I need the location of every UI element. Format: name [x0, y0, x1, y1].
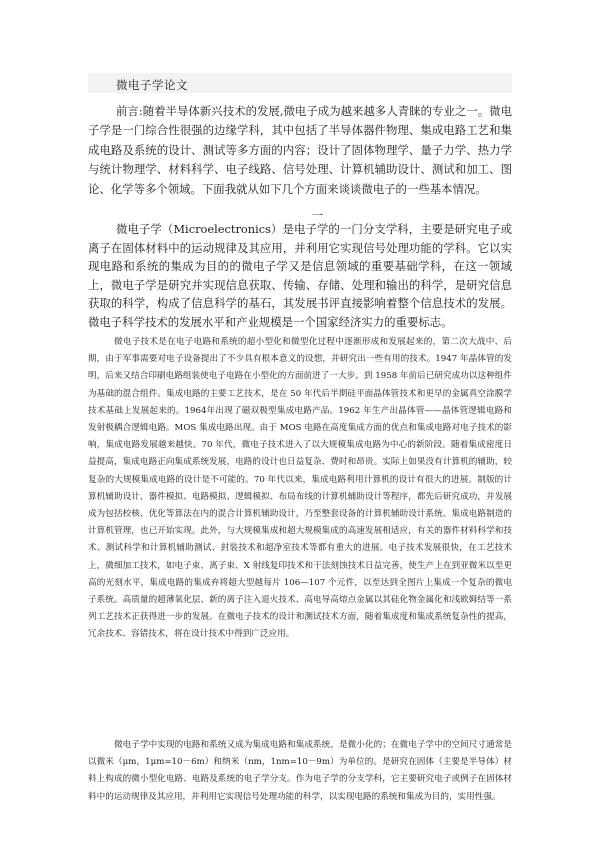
history-paragraph: 微电子技术是在电子电路和系统的超小型化和微型化过程中逐渐形成和发展起来的，第二次大战中、后期，由于军事需要对电子设备提出了不少具有根本意义的设想，并研究出一些有用的技术。1947 年晶体管的发明，后来又结合印刷电路组装使电子电路在小型化的方面前进了一大步。到 1958 年前后已研究成功以这种组件为基础的混合组件。集成电路的主要工艺技术，是在 50 年代后半期硅平面晶体管技术和更早的金属真空涂膜学技术基础上发展起来的。1964年出现了磁双极型集成电路产品。1962 年生产出晶体管——晶体管逻辑电路和发射极耦合逻辑电路。MOS 集成电路出现。由于 MOS 电路在高度集成方面的优点和集成电路对电子技术的影响，集成电路发展越来越快。70 年代，微电子技术进入了以大规模集成电路为中心的新阶段。随着集成密度日益提高，集成电路正向集成系统发展，电路的设计也日益复杂、费时和昂贵。实际上如果没有计算机的辅助，较复杂的大规模集成电路的设计是不可能的。70 年代以来，集成电路利用计算机的设计有很大的进展。制版的计算机辅助设计、器件模拟、电路模拟、逻辑模拟、布局布线的计算机辅助设计等程序，都先后研究成功，并发展成为包括校核、优化等算法在内的混合计算机辅助设计，乃至整套设备的计算机辅助设计系统。集成电路制造的计算机管理，也已开始实现。此外，与大规模集成和超大规模集成的高速发展相适应，有关的器件材料科学和技术、测试科学和计算机辅助测试、封装技术和超净室技术等都有重大的进展。电子技术发展很快，在工艺技术上，微细加工技术，如电子束、离子束、X 射线复印技术和干法刻蚀技术日益完善，使生产上在到亚微米以至更高的光刻水平，集成电路的集成弃将超大型越每片 106—107 个元件，以至达到全图片上集成一个复杂的微电子系统。高质量的超薄氧化层、新的离子注入退火技术、高电导高熔点金属以其硅化物金属化和浅欧姆结等一系列工艺技术正获得进一步的发展。在微电子技术的设计和测试技术方面，随着集成度和集成系统复杂性的提高，冗余技术、容错技术，将在设计技术中得到广泛应用。 [88, 337, 512, 640]
section-marker: 一 [312, 209, 323, 222]
scale-paragraph: 微电子学中实现的电路和系统又成为集成电路和集成系统，是微小化的；在微电子学中的空间尺寸通常是以微米（μm，1μm=10－6m）和纳米（nm，1nm=10－9m）为单位的。是研究在固体（主要是半导体）材料上构成的微小型化电路、电路及系统的电子学分支。作为电子学的分支学科，它主要研究电子或例子在固体材料中的运动规律及其应用，并利用它实现信号处理功能的科学，以实现电路的系统和集成为目的，实用性强。 [88, 740, 512, 802]
document-title: 微电子学论文 [116, 78, 188, 92]
definition-paragraph: 微电子学（Microelectronics）是电子学的一门分支学科，主要是研究电子或离子在固体材料中的运动规律及其应用，并利用它实现信号处理功能的学科。它以实现电路和系统的集成为目的的微电子学又是信息领域的重要基础学科，在这一领域上，微电子学是研究并实现信息获取、传输、存储、处理和输出的科学，是研究信息获取的科学，构成了信息科学的基石，其发展书评直接影响着整个信息技术的发展。微电子科学技术的发展水平和产业规模是一个国家经济实力的重要标志。 [88, 222, 512, 329]
intro-paragraph: 前言:随着半导体新兴技术的发展,微电子成为越来越多人青睐的专业之一。微电子学是一门综合性很强的边缘学科，其中包括了半导体器件物理、集成电路工艺和集成电路及系统的设计、测试等多方面的内容；设计了固体物理学、量子力学、热力学与统计物理学、材料科学、电子线路、信号处理、计算机辅助设计、测试和加工、图论、化学等多个领域。下面我就从如下几个方面来谈谈微电子的一些基本情况。 [88, 104, 512, 196]
